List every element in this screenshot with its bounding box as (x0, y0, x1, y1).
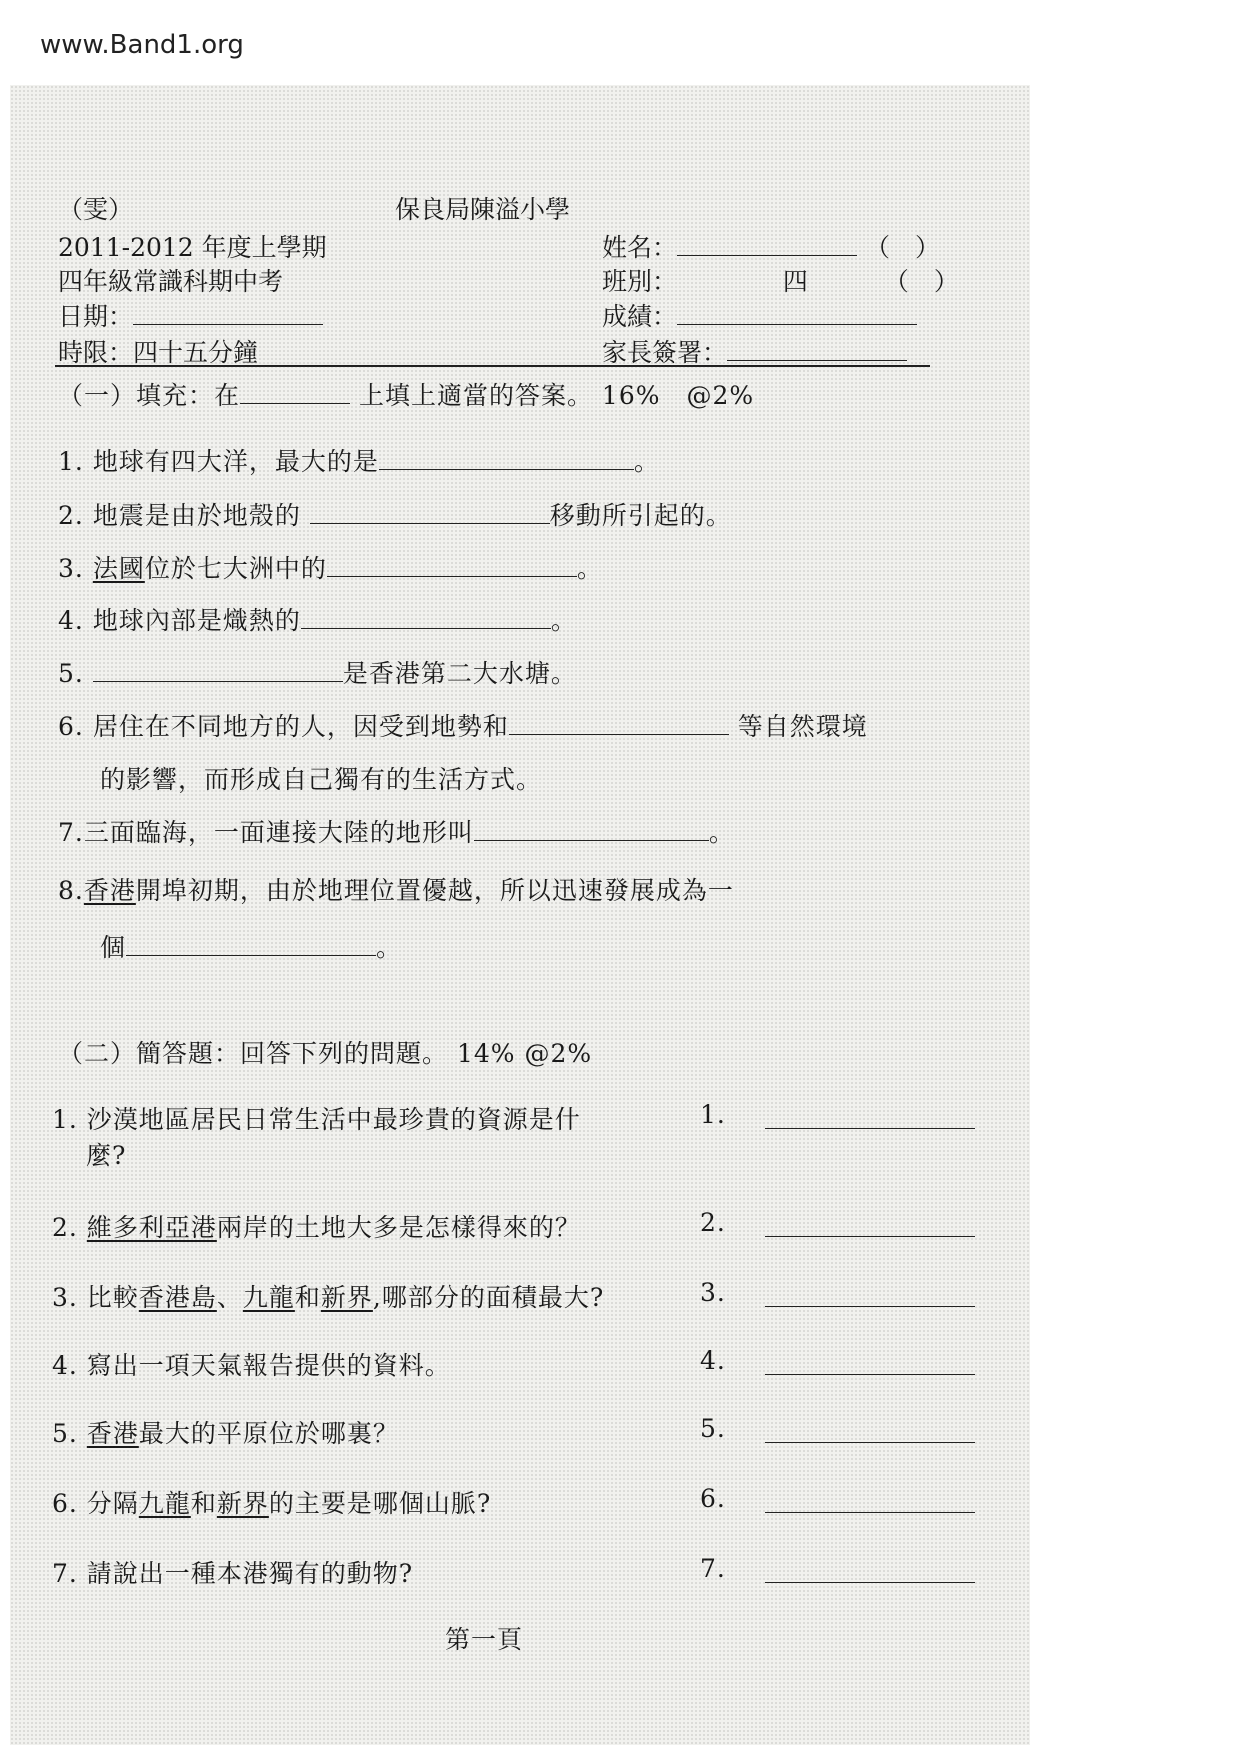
question-text-cont: 等自然環境 (737, 712, 868, 741)
paper-variant: （雯） (58, 195, 134, 224)
section1-title-b: 上填上適當的答案。 16% @2% (358, 381, 755, 410)
example-blank (240, 381, 350, 404)
s1-question-3 (58, 549, 603, 585)
question-text: 6. 分隔 (52, 1489, 139, 1518)
date-blank (133, 302, 323, 325)
answer-blank (301, 606, 551, 629)
question-text: 位於七大洲中的 (144, 554, 327, 583)
parent-signature-label: 家長簽署： (602, 338, 728, 367)
question-end: 移動所引起的。 (549, 501, 732, 530)
name-blank (677, 233, 857, 256)
question-end: 是香港第二大水塘。 (342, 659, 577, 688)
place-name: 香港 (86, 1419, 139, 1448)
s2-answer-line-5 (765, 1440, 975, 1443)
s2-answer-number-1: 1. (700, 1100, 726, 1129)
s1-question-2 (58, 496, 732, 532)
question-text: 地震是由於地殼的 (92, 501, 301, 530)
question-text: 居住在不同地方的人，因受到地勢和 (92, 712, 509, 741)
question-text: 的主要是哪個山脈? (268, 1489, 492, 1518)
parent-signature-field (602, 333, 907, 369)
question-number: 3. (58, 554, 84, 583)
place-name: 香港島 (138, 1283, 217, 1312)
question-text: 三面臨海，一面連接大陸的地形叫 (83, 818, 474, 847)
question-number: 2. (58, 501, 84, 530)
s2-answer-line-1 (765, 1126, 975, 1129)
s2-answer-number-6: 6. (700, 1484, 726, 1513)
class-field (602, 262, 959, 298)
question-number: 8. (58, 876, 84, 905)
s2-answer-line-2 (765, 1234, 975, 1237)
time-limit: 時限：四十五分鐘 (58, 338, 259, 367)
question-number: 7. (58, 818, 84, 847)
s2-answer-number-5: 5. (700, 1414, 726, 1443)
question-text: 地球內部是熾熱的 (92, 606, 301, 635)
header-rule (55, 365, 930, 367)
s2-question-1: 1. 沙漠地區居民日常生活中最珍貴的資源是什 (52, 1105, 581, 1134)
class-label: 班別： (602, 267, 678, 296)
answer-blank (93, 659, 343, 682)
s2-answer-number-2: 2. (700, 1208, 726, 1237)
name-field (602, 228, 940, 264)
name-number: （ ） (864, 233, 940, 262)
answer-blank (126, 933, 376, 956)
s2-answer-line-7 (765, 1580, 975, 1583)
place-name: 維多利亞港 (86, 1213, 217, 1242)
s2-answer-line-4 (765, 1372, 975, 1375)
question-end: 。 (550, 606, 577, 635)
question-end: 。 (708, 818, 735, 847)
name-label: 姓名： (602, 233, 678, 262)
question-end: 。 (633, 447, 660, 476)
question-text: 3. 比較 (52, 1283, 139, 1312)
school-name: 保良局陳溢小學 (395, 195, 571, 224)
s1-question-8 (58, 871, 734, 907)
answer-blank (310, 501, 550, 524)
parent-signature-blank (727, 338, 907, 361)
s2-question-5 (52, 1414, 399, 1450)
term: 2011-2012 年度上學期 (58, 233, 327, 262)
s2-question-2 (52, 1208, 581, 1244)
question-number: 4. (58, 606, 84, 635)
question-number: 5. (58, 659, 84, 688)
place-name: 新界 (320, 1283, 373, 1312)
s2-answer-line-6 (765, 1510, 975, 1513)
question-end: 。 (376, 933, 403, 962)
score-label: 成績： (602, 302, 678, 331)
s2-answer-number-4: 4. (700, 1346, 726, 1375)
place-name: 香港 (83, 876, 136, 905)
section2-title: （二）簡答題：回答下列的問題。 14% @2% (58, 1039, 593, 1068)
s1-question-5 (58, 654, 577, 690)
conjunction: 和 (190, 1489, 217, 1518)
s1-question-4 (58, 601, 577, 637)
question-number: 5. (52, 1419, 78, 1448)
place-name: 九龍 (138, 1489, 191, 1518)
s1-question-7 (58, 813, 735, 849)
section1-title-a: （一）填充：在 (58, 381, 241, 410)
score-blank (677, 302, 917, 325)
section1-title (58, 376, 754, 412)
class-number: （ ） (883, 267, 959, 296)
question-number: 2. (52, 1213, 78, 1242)
question-text: 開埠初期，由於地理位置優越，所以迅速發展成為一 (135, 876, 734, 905)
s1-question-1 (58, 442, 660, 478)
question-text: 最大的平原位於哪裏？ (138, 1419, 399, 1448)
question-number: 1. (58, 447, 84, 476)
s2-question-7: 7. 請說出一種本港獨有的動物? (52, 1559, 414, 1588)
answer-blank (474, 818, 709, 841)
s2-question-6 (52, 1484, 491, 1520)
s2-answer-line-3 (765, 1304, 975, 1307)
class-value: 四 (782, 267, 808, 296)
answer-blank (509, 712, 729, 735)
s2-answer-number-7: 7. (700, 1554, 726, 1583)
question-number: 6. (58, 712, 84, 741)
page-number: 第一頁 (445, 1625, 524, 1654)
s1-question-6 (58, 707, 868, 743)
question-text: 地球有四大洋，最大的是 (92, 447, 379, 476)
separator: 、 (216, 1283, 243, 1312)
exam-title: 四年級常識科期中考 (58, 267, 284, 296)
date-label: 日期： (58, 302, 134, 331)
conjunction: 和 (294, 1283, 321, 1312)
score-field (602, 297, 917, 333)
site-watermark: www.Band1.org (40, 30, 244, 60)
date-field (58, 297, 323, 333)
s2-question-4: 4. 寫出一項天氣報告提供的資料。 (52, 1351, 451, 1380)
s1-question-6-line2: 的影響，而形成自己獨有的生活方式。 (100, 765, 543, 794)
question-text: ,哪部分的面積最大? (372, 1283, 605, 1312)
s1-question-8-line2 (100, 928, 402, 964)
s2-answer-number-3: 3. (700, 1278, 726, 1307)
place-name: 九龍 (242, 1283, 295, 1312)
question-end: 。 (576, 554, 603, 583)
s2-question-3 (52, 1278, 604, 1314)
place-name: 法國 (92, 554, 145, 583)
question-text: 個 (100, 933, 127, 962)
question-text: 兩岸的土地大多是怎樣得來的？ (216, 1213, 581, 1242)
s2-question-1-line2: 麼? (86, 1141, 127, 1170)
answer-blank (327, 554, 577, 577)
answer-blank (379, 447, 634, 470)
place-name: 新界 (216, 1489, 269, 1518)
